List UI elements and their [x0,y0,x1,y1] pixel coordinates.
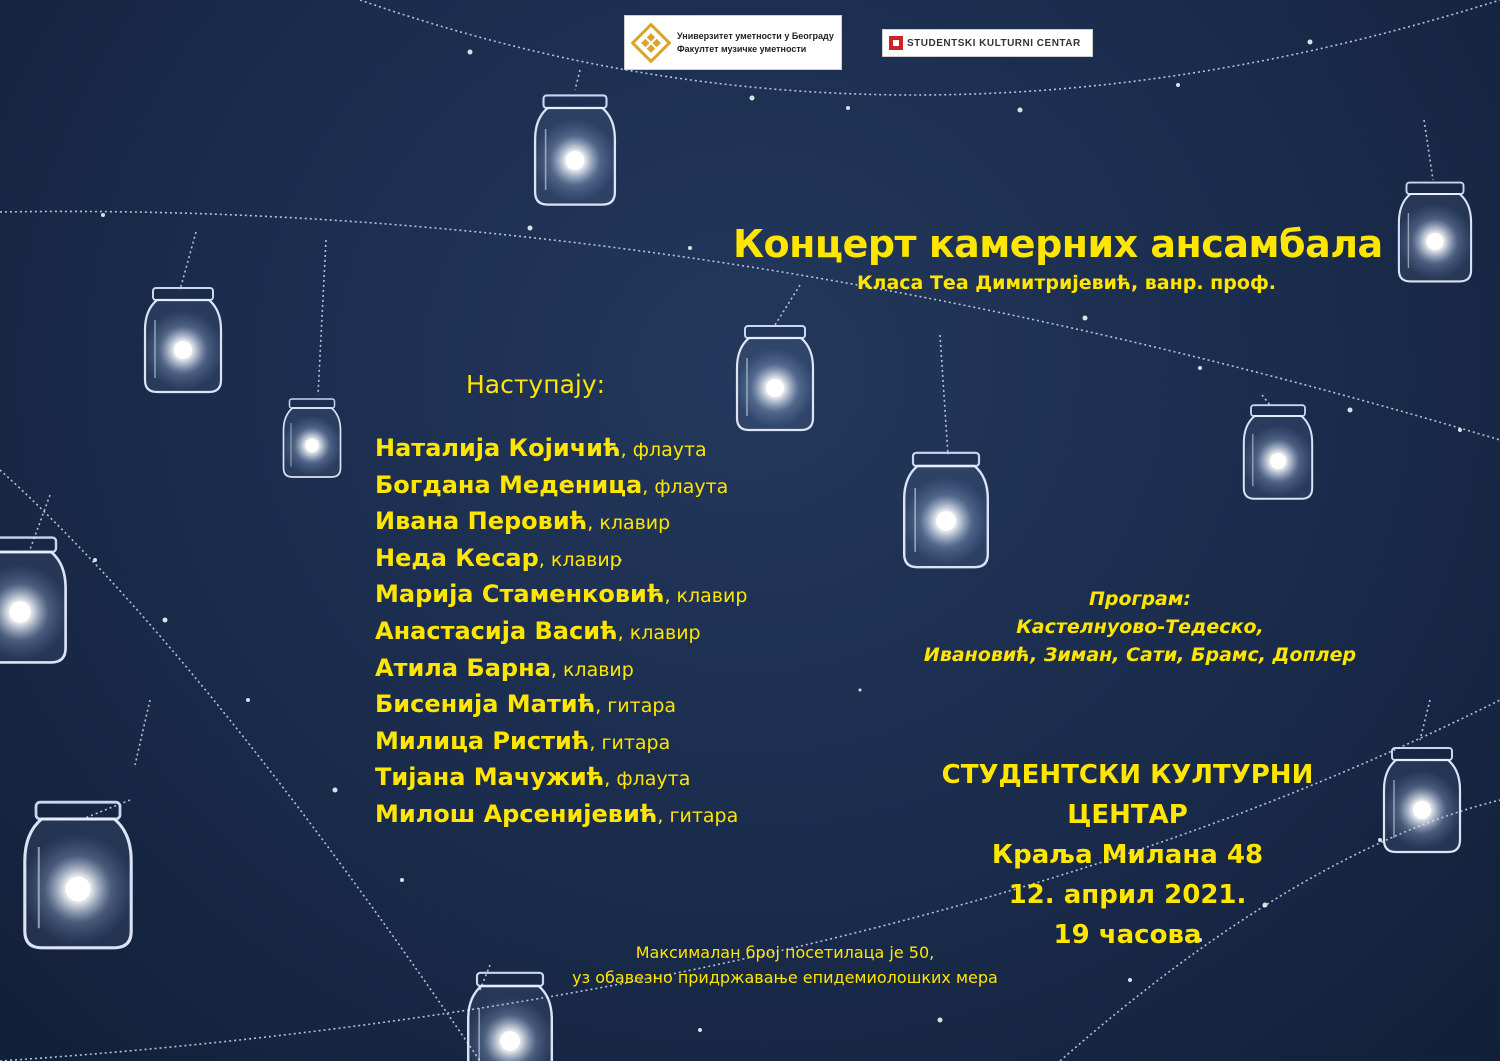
performer-item [375,544,747,581]
performer-instrument: , клавир [617,621,701,644]
performer-item [375,800,747,837]
performer-name: Богдана Меденица [375,470,643,499]
performer-item [375,690,747,727]
performer-item [375,617,747,654]
performer-item [375,507,747,544]
skc-logo-text: STUDENTSKI KULTURNI CENTAR [907,37,1081,49]
venue-address: Краља Милана 48 [991,840,1264,870]
venue-block [880,755,1375,955]
performer-name: Атила Барна [375,653,551,682]
skc-mark-icon [889,36,903,50]
performers-list [375,434,747,837]
concert-title: Концерт камерних ансамбала [733,222,1383,266]
venue-name: СТУДЕНТСКИ КУЛТУРНИ ЦЕНТАР [941,760,1314,830]
performer-instrument: , клавир [664,585,748,608]
faculty-name: Факултет музичке уметности [677,43,807,54]
performer-instrument: , гитара [657,804,739,827]
university-logo [624,15,842,70]
performer-item [375,763,747,800]
university-name: Универзитет уметности у Београду [677,30,834,41]
performer-name: Бисенија Матић [375,690,596,719]
performer-name: Марија Стаменковић [375,580,665,609]
performer-item [375,727,747,764]
event-date: 12. април 2021. [1008,880,1247,910]
concert-subtitle: Класа Теа Димитријевић, ванр. проф. [857,272,1277,294]
performer-item [375,654,747,691]
performer-instrument: , гитара [589,731,671,754]
performers-heading: Наступају: [466,370,606,399]
performer-instrument: , флаута [604,768,691,791]
performer-instrument: , клавир [587,512,671,535]
university-emblem-icon [631,23,671,63]
performer-name: Милош Арсенијевић [375,799,658,828]
program-label: Програм: [1088,588,1192,610]
performer-name: Наталија Којичић [375,434,621,462]
performer-instrument: , флаута [642,475,729,498]
performer-item [375,434,747,471]
program-block [905,585,1375,669]
skc-logo [882,29,1093,57]
program-composers-line2: Ивановић, Зиман, Сати, Брамс, Доплер [923,644,1357,666]
program-composers-line1: Кастелнуово-Тедеско, [1016,616,1264,638]
performer-instrument: , гитара [595,695,677,718]
performer-instrument: , клавир [550,658,634,681]
footer-line-1: Максималан број посетилаца је 50, [635,943,935,962]
performer-instrument: , флаута [620,439,707,461]
performer-name: Ивана Перовић [375,507,588,536]
performer-name: Анастасија Васић [375,616,618,645]
event-time: 19 часова [1053,920,1202,950]
performer-name: Милица Ристић [375,726,590,755]
footer-notice [535,940,1035,990]
performer-item [375,471,747,508]
performer-name: Тијана Мачужић [375,763,605,792]
footer-line-2: уз обавезно придржавање епидемиолошких мера [572,968,998,987]
performer-instrument: , клавир [538,548,622,571]
performer-name: Неда Кесар [375,543,539,572]
performer-item [375,580,747,617]
